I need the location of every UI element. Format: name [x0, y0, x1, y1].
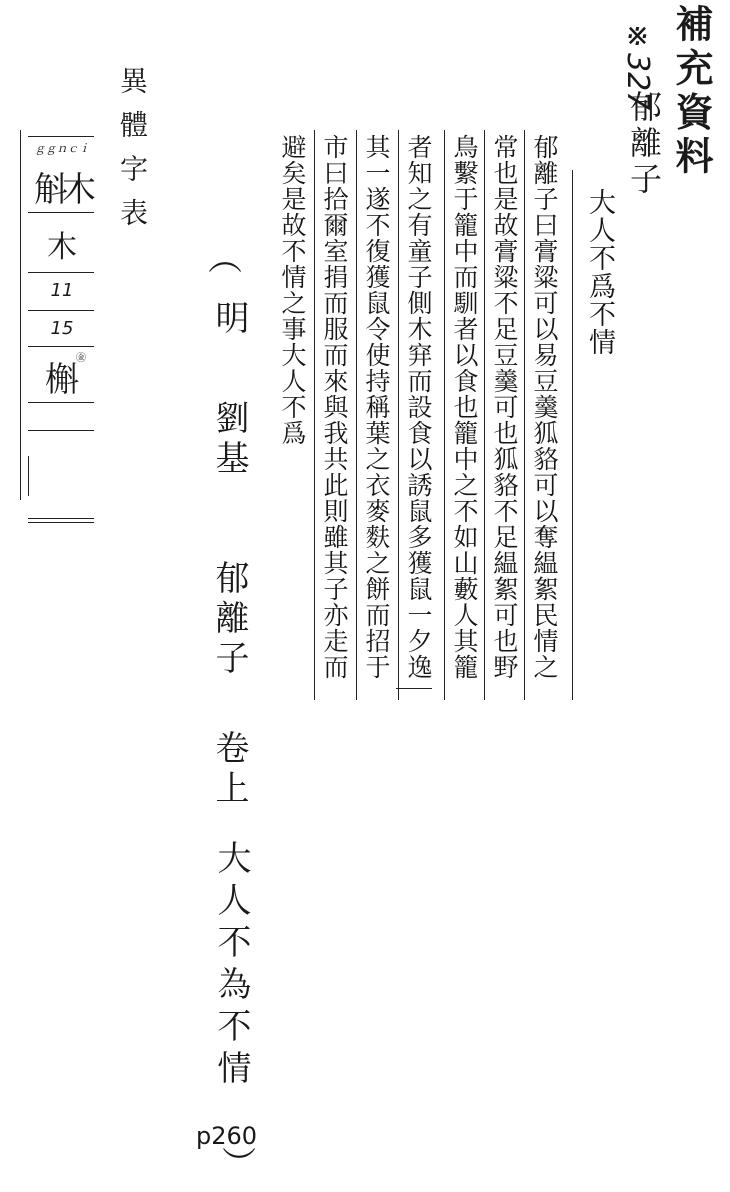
citation-chapter: 大人不為不情: [211, 840, 251, 1092]
variant-mark: ㊎: [76, 353, 86, 364]
table-rule: [28, 310, 94, 311]
column-rule: [524, 130, 525, 700]
variant-num-1: 11: [50, 280, 74, 301]
paragraph-underline: [396, 688, 432, 689]
table-rule: [28, 430, 94, 431]
variant-char-2: 木: [47, 230, 77, 265]
header-ref-name: 郁離子: [625, 90, 663, 198]
table-tick: [28, 456, 29, 496]
citation-dynasty: 明: [209, 300, 249, 334]
text-column: 其一遂不復獲鼠令使持稱葉之衣麥麩之餅而招于: [362, 134, 391, 680]
citation-open-paren: （: [203, 240, 243, 274]
citation-close-paren: ）: [217, 1146, 257, 1180]
table-rule: [28, 346, 94, 347]
header-ref-number: ※327: [620, 18, 655, 111]
citation-author: 劉基: [209, 400, 249, 480]
citation-book: 郁離子: [209, 560, 249, 680]
text-column: 市曰拾爾室捐而服而來與我共此則雖其子亦走而: [320, 134, 349, 680]
column-rule: [484, 130, 485, 700]
table-rule-bottom: [28, 522, 94, 523]
table-rule: [28, 272, 94, 273]
table-rule: [28, 212, 94, 213]
text-column: 避矣是故不情之事大人不爲: [278, 134, 307, 446]
text-column: 常也是故膏粱不足豆羹可也狐貉不足緼絮可也野: [490, 134, 519, 680]
column-rule: [444, 130, 445, 700]
text-column: 鳥繫于籠中而馴者以食也籠中之不如山藪人其籠: [450, 134, 479, 680]
variant-char-3: 槲: [45, 360, 79, 400]
table-rule-bottom: [28, 518, 94, 519]
variant-note: ｇｇｎｃｉ: [34, 142, 90, 155]
variant-char-1: 斛木: [34, 170, 90, 210]
table-rule: [28, 402, 94, 403]
column-rule: [356, 130, 357, 700]
section-title: 大人不爲不情: [584, 188, 615, 356]
header-title: 補充資料: [669, 4, 713, 180]
column-rule: [398, 130, 399, 700]
text-column: 者知之有童子側木穽而設食以誘鼠多獲鼠一夕逸: [404, 134, 433, 680]
column-rule: [314, 130, 315, 700]
table-rule: [28, 136, 94, 137]
column-rule: [572, 170, 573, 700]
table-border-left: [20, 130, 21, 500]
variant-num-2: 15: [50, 318, 74, 339]
text-column: 郁離子曰膏粱可以易豆羹狐貉可以奪緼絮民情之: [530, 134, 559, 680]
citation-volume: 卷上: [209, 730, 249, 810]
citation-page: p260: [196, 1122, 258, 1150]
variant-table-title: 異體字表: [116, 66, 149, 242]
